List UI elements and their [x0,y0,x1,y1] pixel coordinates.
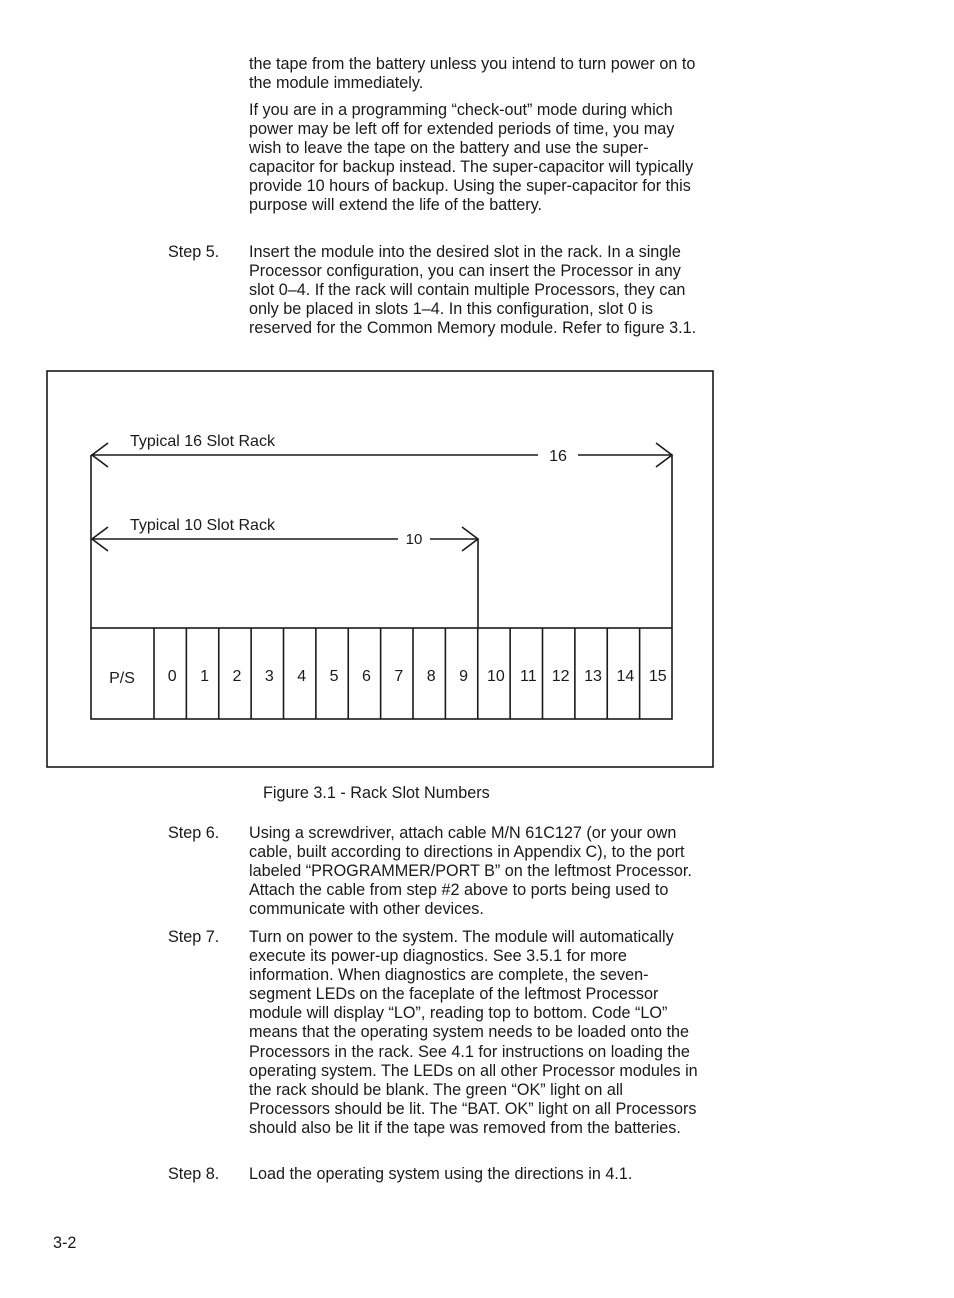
rack16-label: Typical 16 Slot Rack [130,433,275,450]
rack16-count: 16 [549,448,567,465]
slot-number-8: 8 [426,668,436,685]
slot-number-2: 2 [232,668,242,685]
step-7-text: Turn on power to the system. The module will automatically execute its power-up diagnostics. See 3.5.1 for more information. When diagnostics are complete, the seven-segment LEDs on the faceplate of the leftmost Processor module will display “LO”, reading top to bottom. Code “LO” means that the operating system needs to be loaded onto the Processors in the rack. See 4.1 for instructions on loading the operating system. The LEDs on all other Processor modules in the rack should be blank. The green “OK” light on all Processors should be lit. The “BAT. OK” light on all Processors should also be lit if the tape was removed from the batteries. [249,928,698,1137]
slot-number-15: 15 [648,668,667,685]
figure-caption: Figure 3.1 - Rack Slot Numbers [263,784,490,802]
slot-cells [168,628,667,719]
paragraph-continued: the tape from the battery unless you intend to turn power on to the module immediately. [249,55,696,93]
rack10-label: Typical 10 Slot Rack [130,517,275,534]
paragraph-checkout: If you are in a programming “check-out” mode during which power may be left off for extended periods of time, you may wish to leave the tape on the battery and use the super-capacitor for backup instead. The super-capacitor will typically provide 10 hours of backup. Using the super-capacitor for this purpose will extend the life of the battery. [249,101,694,215]
slot-number-0: 0 [167,668,177,685]
step-5-text: Insert the module into the desired slot in the rack. In a single Processor configuration, you can insert the Processor in any slot 0–4. If the rack will contain multiple Processors, they can only be placed in slots 1–4. In this configuration, slot 0 is reserved for the Common Memory module. Refer to figure 3.1. [249,243,697,338]
slot-number-11: 11 [520,668,537,685]
slot-number-12: 12 [551,668,570,685]
step-8-label: Step 8. [168,1165,220,1183]
slot-number-7: 7 [394,668,404,685]
ps-label: P/S [109,670,135,687]
rack10-count: 10 [405,531,423,548]
slot-number-14: 14 [616,668,635,685]
step-7-label: Step 7. [168,928,220,946]
page-number: 3-2 [53,1234,77,1252]
slot-number-10: 10 [487,668,505,685]
step-6-label: Step 6. [168,824,220,842]
slot-number-6: 6 [361,668,371,685]
slot-number-4: 4 [297,668,307,685]
step-8-text: Load the operating system using the directions in 4.1. [249,1165,633,1183]
slot-number-1: 1 [200,668,210,685]
slot-number-3: 3 [264,668,274,685]
slot-number-9: 9 [459,668,469,685]
slot-number-13: 13 [584,668,602,685]
slot-number-5: 5 [329,668,339,685]
step-6-text: Using a screwdriver, attach cable M/N 61C127 (or your own cable, built according to directions in Appendix C), to the port labeled “PROGRAMMER/PORT B” on the leftmost Processor. Attach the cable from step #2 above to ports being used to communicate with other devices. [249,824,692,919]
step-5-label: Step 5. [168,243,220,261]
